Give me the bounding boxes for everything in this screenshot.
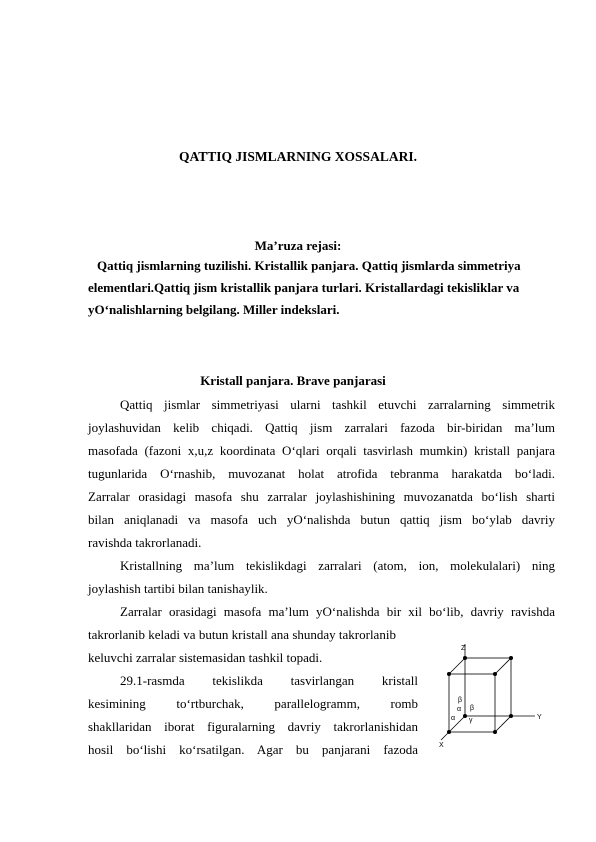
paragraph-4-line-2: kesimining to‘rtburchak, parallelogramm, romb (88, 696, 418, 711)
paragraph-4-line-1: 29.1-rasmda tekislikda tasvirlangan kristall (120, 673, 418, 688)
lattice-node (493, 730, 497, 734)
paragraph-2-line-1: Kristallning ma’lum tekislikdagi zarralari (atom, ion, molekulalari) ning (120, 558, 555, 573)
paragraph-3-line-3: keluvchi zarralar sistemasidan tashkil topadi. (88, 650, 323, 665)
lattice-nodes (447, 656, 513, 734)
lattice-node (463, 656, 467, 660)
alpha-label-2: α (451, 715, 456, 722)
paragraph-1-line-6: bilan aniqlanadi va masofa uch yO‘nalishda butun qattiq jism bo‘ylab davriy (88, 512, 555, 527)
plan-line-1: Qattiq jismlarning tuzilishi. Kristallik panjara. Qattiq jismlarda simmetriya (97, 258, 521, 273)
plan-line-2: elementlari.Qattiq jism kristallik panjara turlari. Kristallardagi tekisliklar va (88, 280, 520, 295)
lattice-node (447, 730, 451, 734)
y-axis-label: Y (537, 714, 542, 721)
section-heading: Kristall panjara. Brave panjarasi (200, 373, 386, 388)
paragraph-1-line-3: masofada (fazoni x,u,z koordinata O‘qlari orqali tasvirlash mumkin) kristall panjara (88, 443, 555, 458)
paragraph-1-line-1: Qattiq jismlar simmetriyasi ularni tashkil etuvchi zarralarning simmetrik (120, 397, 555, 412)
paragraph-4-line-4: hosil bo‘lishi ko‘rsatilgan. Agar bu panjarani fazoda (88, 742, 418, 757)
paragraph-3-line-1: Zarralar orasidagi masofa ma’lum yO‘nalishda bir xil bo‘lib, davriy ravishda (120, 604, 555, 619)
beta-label: β (458, 697, 463, 704)
lattice-node (447, 672, 451, 676)
paragraph-4-line-3: shakllaridan iborat figuralarning davriy takrorlanishidan (88, 719, 418, 734)
beta-label-2: β (470, 705, 475, 712)
plan-line-3: yO‘nalishlarning belgilang. Miller indekslari. (88, 302, 340, 317)
crystal-lattice-figure (425, 642, 555, 750)
paragraph-2-line-2: joylashish tartibi bilan tanishaylik. (88, 581, 268, 596)
x-axis-label: X (439, 742, 444, 749)
alpha-label: α (457, 706, 462, 713)
paragraph-1-line-7: ravishda takrorlanadi. (88, 535, 202, 550)
paragraph-1-line-5: Zarralar orasidagi masofa shu zarralar joylashishining muvozanatda bo‘lish sharti (88, 489, 555, 504)
paragraph-3-line-2: takrorlanib keladi va butun kristall ana shunday takrorlanib (88, 627, 396, 642)
lattice-node (463, 714, 467, 718)
page-title: QATTIQ JISMLARNING XOSSALARI. (179, 149, 417, 164)
z-axis-label: Z (461, 645, 466, 652)
paragraph-1-line-2: joylashuvidan kelib chiqadi. Qattiq jism zarralari fazoda bir-biridan ma’lum (88, 420, 555, 435)
plan-heading: Ma’ruza rejasi: (254, 238, 342, 253)
lattice-node (493, 672, 497, 676)
lattice-node (509, 656, 513, 660)
paragraph-1-line-4: tugunlarida O‘rnashib, muvozanat holat atrofida tebranma harakatda bo‘ladi. (88, 466, 555, 481)
cube-edges (449, 658, 511, 732)
lattice-node (509, 714, 513, 718)
gamma-label: γ (469, 717, 473, 724)
